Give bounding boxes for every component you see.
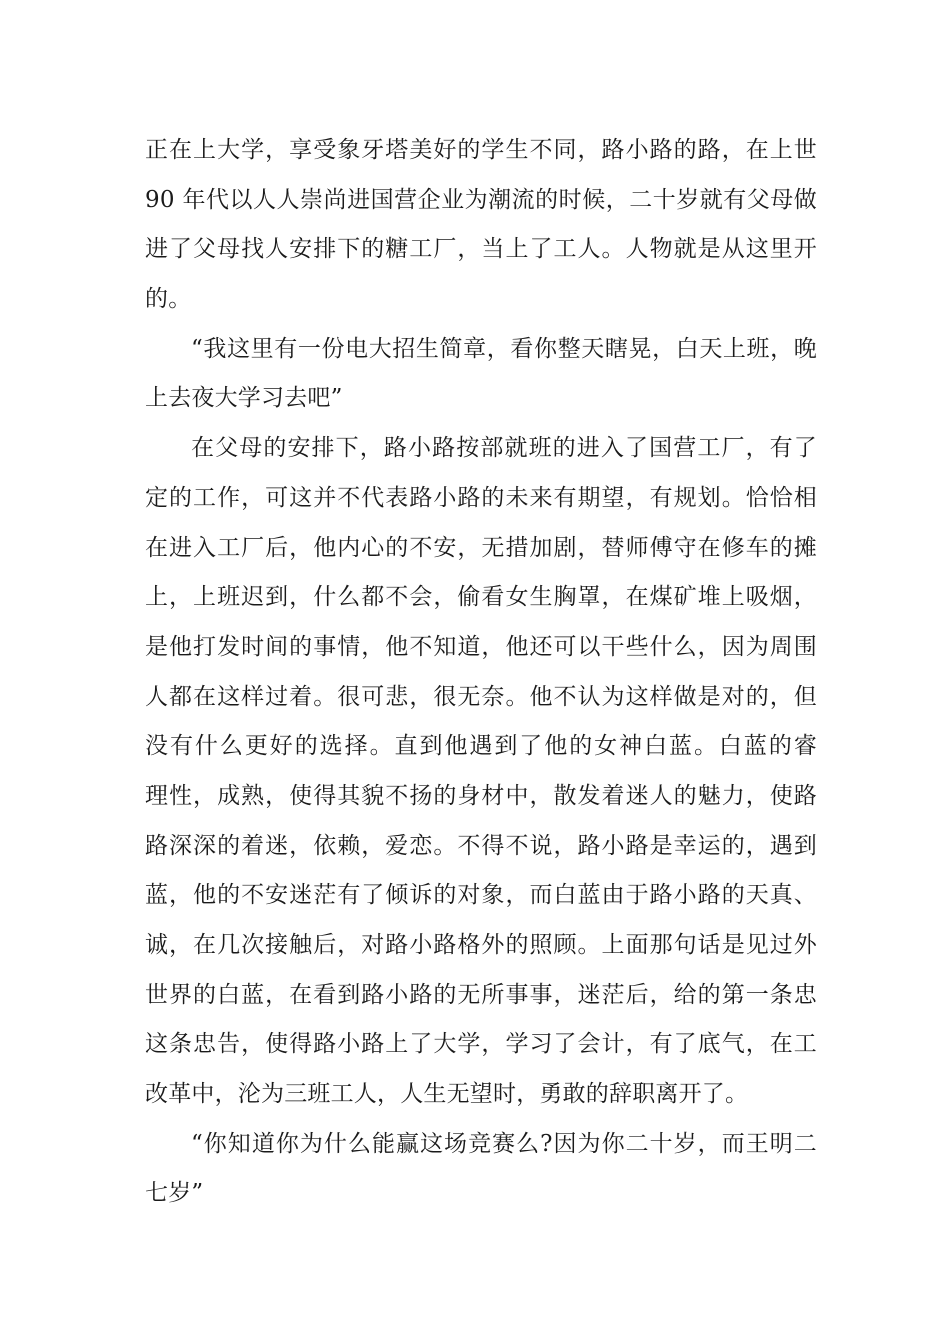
text-line: 路深深的着迷，依赖，爱恋。不得不说，路小路是幸运的，遇到	[145, 832, 817, 859]
text-line: 世界的白蓝，在看到路小路的无所事事，迷茫后，给的第一条忠	[145, 981, 817, 1008]
quote-line: 上去夜大学习去吧”	[145, 385, 343, 412]
text-line: 理性，成熟，使得其貌不扬的身材中，散发着迷人的魅力，使路	[145, 782, 817, 809]
text-line: 上，上班迟到，什么都不会，偷看女生胸罩，在煤矿堆上吸烟，	[145, 584, 817, 611]
text-line: 人都在这样过着。很可悲，很无奈。他不认为这样做是对的，但	[145, 683, 817, 710]
text-line: 的。	[145, 286, 192, 313]
text-line: 诚，在几次接触后，对路小路格外的照顾。上面那句话是见过外	[145, 932, 817, 958]
text-line: 没有什么更好的选择。直到他遇到了他的女神白蓝。白蓝的睿	[145, 733, 817, 760]
text-line: 蓝，他的不安迷茫有了倾诉的对象，而白蓝由于路小路的天真、	[145, 882, 817, 909]
text-line: 定的工作，可这并不代表路小路的未来有期望，有规划。恰恰相	[145, 484, 817, 511]
quote-line: “我这里有一份电大招生简章，看你整天瞎晃，白天上班，晚	[191, 335, 817, 362]
text-line: 改革中，沦为三班工人，人生无望时，勇敢的辞职离开了。	[145, 1081, 749, 1108]
body-text	[145, 126, 817, 1219]
quote-line: “你知道你为什么能赢这场竞赛么?因为你二十岁，而王明二	[191, 1130, 817, 1157]
text-line: 在进入工厂后，他内心的不安，无措加剧，替师傅守在修车的摊	[145, 534, 817, 561]
quote-line: 七岁”	[145, 1180, 204, 1207]
text-line: 在父母的安排下，路小路按部就班的进入了国营工厂，有了	[191, 435, 817, 462]
text-line: 正在上大学，享受象牙塔美好的学生不同，路小路的路，在上世	[145, 137, 817, 163]
text-line: 90 年代以人人崇尚进国营企业为潮流的时候，二十岁就有父母做	[145, 186, 817, 213]
text-line: 是他打发时间的事情，他不知道，他还可以干些什么，因为周围	[145, 633, 817, 660]
text-line: 进了父母找人安排下的糖工厂，当上了工人。人物就是从这里开	[145, 236, 817, 263]
text-line: 这条忠告，使得路小路上了大学，学习了会计，有了底气，在工	[145, 1031, 817, 1058]
